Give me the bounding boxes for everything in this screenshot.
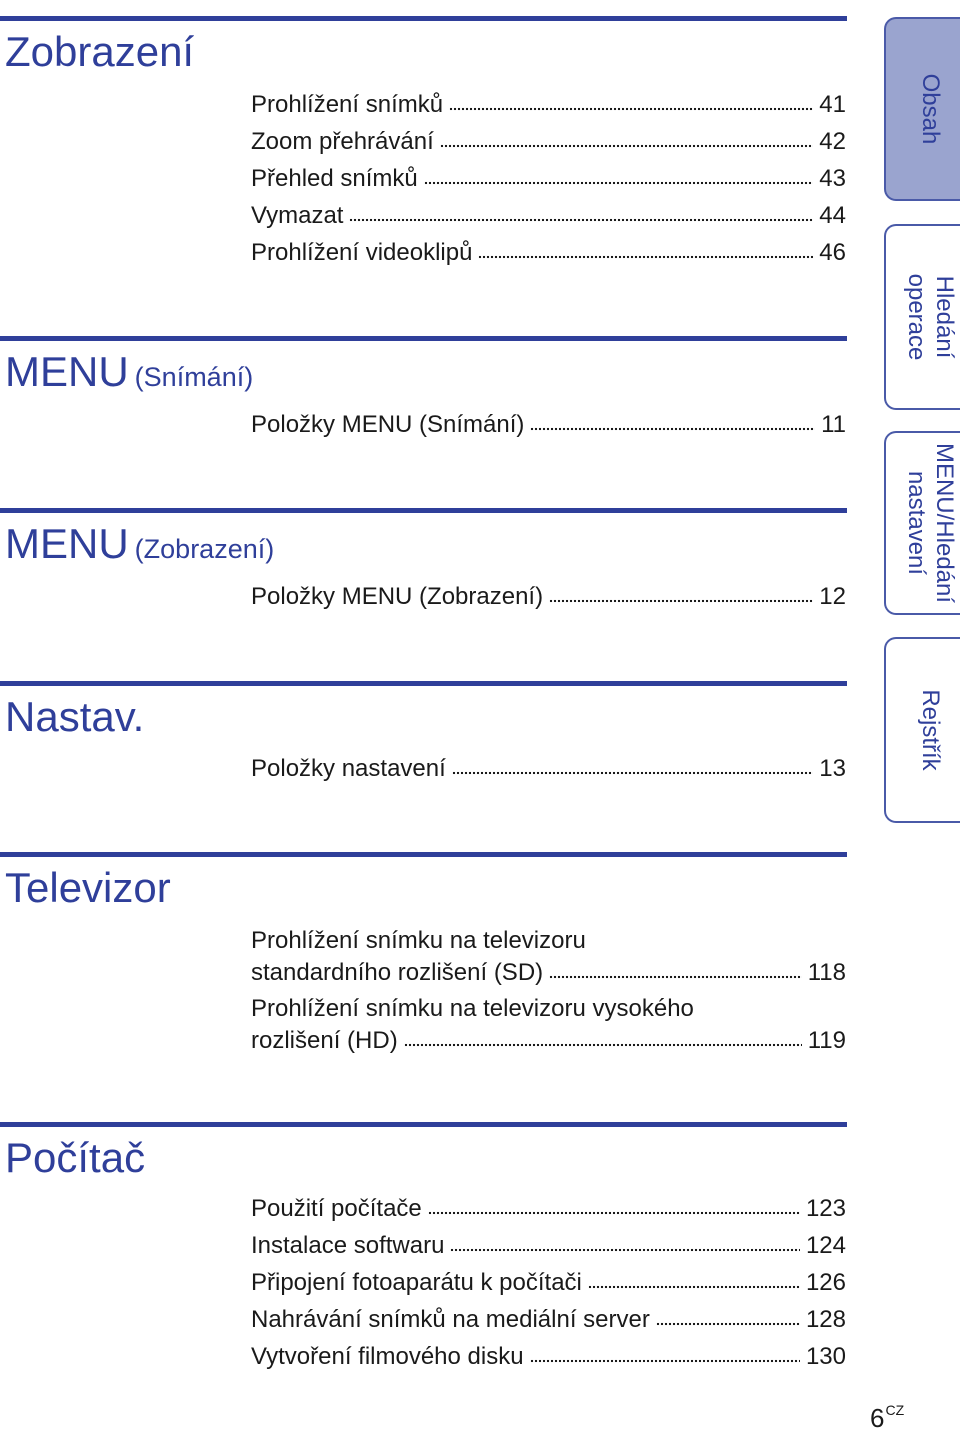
tab-label	[916, 74, 944, 145]
toc-entry[interactable]	[251, 997, 846, 1053]
toc-entry-text: Prohlížení videoklipů	[251, 239, 473, 266]
dot-leader	[440, 144, 814, 148]
tab-hledani-operace[interactable]	[884, 224, 960, 410]
toc-entry-text: Položky nastavení	[251, 755, 446, 782]
section-title-text: MENU	[5, 348, 129, 395]
toc-page-number: 119	[807, 1027, 846, 1054]
section-title-pocitac	[5, 1134, 146, 1181]
tab-obsah[interactable]	[884, 17, 960, 201]
toc-page-number: 13	[819, 755, 846, 782]
tab-label	[916, 689, 944, 770]
toc-entry-text: standardního rozlišení (SD)	[251, 959, 544, 986]
tab-label-line2: operace	[903, 273, 930, 361]
dot-leader	[549, 975, 802, 979]
dot-leader	[424, 181, 814, 185]
toc-page-number: 130	[805, 1343, 846, 1370]
toc-entry[interactable]	[251, 585, 846, 609]
toc-page-number: 11	[821, 411, 846, 438]
toc-page-number: 46	[819, 239, 846, 266]
toc-entry-text: Připojení fotoaparátu k počítači	[251, 1269, 582, 1296]
dot-leader	[588, 1285, 800, 1289]
section-subtitle: (Zobrazení)	[134, 534, 275, 564]
dot-leader	[549, 599, 813, 603]
toc-page-number: 126	[805, 1269, 846, 1296]
toc-entry-text: Prohlížení snímků	[251, 91, 444, 118]
dot-leader	[428, 1211, 800, 1215]
section-rule	[0, 336, 847, 341]
section-title-text: Televizor	[5, 864, 171, 911]
toc-page-number: 42	[819, 128, 846, 155]
section-rule	[0, 16, 847, 21]
section-rule	[0, 1122, 847, 1127]
toc-page-number: 128	[805, 1306, 846, 1333]
toc-entry[interactable]	[251, 929, 846, 985]
toc-entry[interactable]	[251, 93, 846, 117]
dot-leader	[449, 107, 813, 111]
page-number-value: 6	[870, 1403, 885, 1433]
page-number	[870, 1402, 905, 1433]
toc-entry[interactable]	[251, 167, 846, 191]
section-title-text: Nastav.	[5, 693, 145, 740]
toc-entry[interactable]	[251, 204, 846, 228]
toc-page-number: 124	[805, 1232, 846, 1259]
toc-entry-text: Přehled snímků	[251, 165, 418, 192]
dot-leader	[450, 1248, 800, 1252]
tab-label	[902, 274, 958, 361]
toc-page-number: 43	[819, 165, 846, 192]
section-title-televizor	[5, 864, 171, 911]
toc-page-number: 12	[819, 583, 846, 610]
tab-label-line1: Obsah	[917, 73, 944, 145]
section-title-menu-zobrazeni	[5, 520, 275, 567]
toc-entry-text-line1: Prohlížení snímku na televizoru	[251, 927, 586, 954]
dot-leader	[452, 771, 814, 775]
dot-leader	[349, 218, 813, 222]
tab-label-line2: nastavení	[903, 470, 930, 576]
toc-page-number: 44	[819, 202, 846, 229]
section-subtitle: (Snímání)	[134, 362, 254, 392]
dot-leader	[404, 1043, 802, 1047]
toc-entry[interactable]	[251, 241, 846, 265]
toc-page-number: 123	[805, 1195, 846, 1222]
tab-label	[902, 443, 958, 603]
tab-rejstrik[interactable]	[884, 637, 960, 823]
dot-leader	[530, 1359, 800, 1363]
section-title-zobrazeni	[5, 28, 195, 75]
toc-page-number: 118	[807, 959, 846, 986]
section-title-text: Počítač	[5, 1134, 146, 1181]
toc-entry-text-line1: Prohlížení snímku na televizoru vysokého	[251, 995, 694, 1022]
toc-entry[interactable]	[251, 757, 846, 781]
toc-entry[interactable]	[251, 1197, 846, 1221]
tab-menu-hledani-nastaveni[interactable]	[884, 431, 960, 615]
toc-entry[interactable]	[251, 1345, 846, 1369]
section-title-text: MENU	[5, 520, 129, 567]
toc-entry-text: Položky MENU (Snímání)	[251, 411, 525, 438]
dot-leader	[656, 1322, 800, 1326]
dot-leader	[530, 427, 815, 431]
toc-entry[interactable]	[251, 1308, 846, 1332]
tab-label-line1: MENU/Hledání	[931, 442, 958, 604]
toc-page-number: 41	[819, 91, 846, 118]
tab-label-line1: Rejstřík	[917, 689, 944, 771]
toc-entry[interactable]	[251, 1271, 846, 1295]
section-title-text: Zobrazení	[5, 28, 195, 75]
tab-label-line1: Hledání	[931, 275, 958, 359]
section-rule	[0, 852, 847, 857]
toc-entry[interactable]	[251, 130, 846, 154]
toc-entry-text: Vymazat	[251, 202, 344, 229]
dot-leader	[478, 255, 813, 259]
toc-entry-text: rozlišení (HD)	[251, 1027, 398, 1054]
toc-entry-text: Instalace softwaru	[251, 1232, 445, 1259]
section-rule	[0, 508, 847, 513]
section-title-nastav	[5, 693, 145, 740]
toc-entry-text: Nahrávání snímků na mediální server	[251, 1306, 650, 1333]
toc-entry[interactable]	[251, 1234, 846, 1258]
toc-entry-text: Použití počítače	[251, 1195, 422, 1222]
toc-entry-text: Vytvoření filmového disku	[251, 1343, 524, 1370]
toc-entry[interactable]	[251, 413, 846, 437]
toc-entry-text: Zoom přehrávání	[251, 128, 434, 155]
section-rule	[0, 681, 847, 686]
page-number-suffix: CZ	[885, 1402, 905, 1418]
toc-entry-text: Položky MENU (Zobrazení)	[251, 583, 544, 610]
section-title-menu-snimani	[5, 348, 254, 395]
